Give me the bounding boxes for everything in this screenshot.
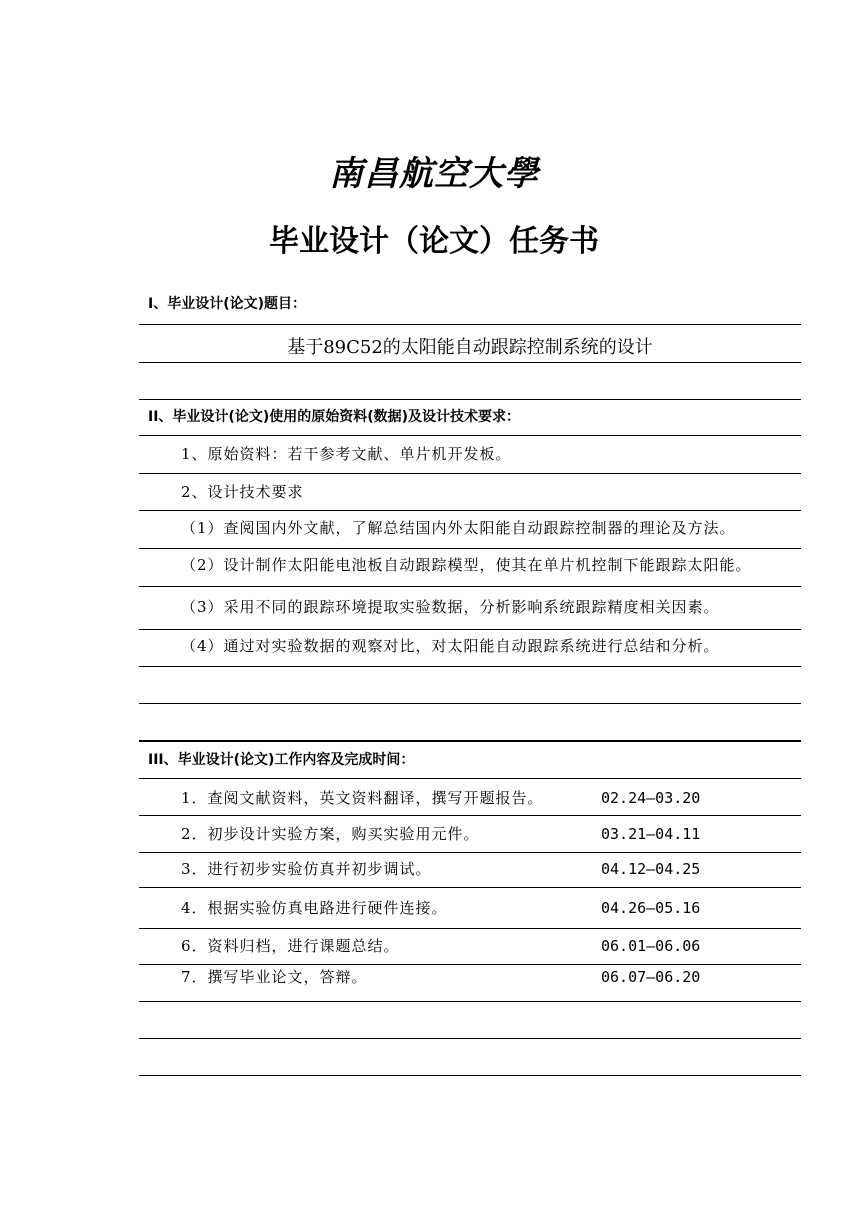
- divider: [139, 928, 801, 929]
- task-date: 06.07—06.20: [601, 968, 701, 986]
- task-item: 7．撰写毕业论文，答辩。: [181, 968, 368, 986]
- requirement-item: （1）查阅国内外文献，了解总结国内外太阳能自动跟踪控制器的理论及方法。: [181, 519, 736, 537]
- divider: [139, 586, 801, 587]
- divider: [139, 964, 801, 965]
- divider: [139, 1001, 801, 1002]
- divider: [139, 435, 801, 436]
- divider: [139, 778, 801, 779]
- divider: [139, 473, 801, 474]
- requirement-item: （3）采用不同的跟踪环境提取实验数据，分析影响系统跟踪精度相关因素。: [181, 598, 720, 616]
- divider: [139, 629, 801, 630]
- section-2-heading: II、毕业设计(论文)使用的原始资料(数据)及设计技术要求：: [148, 409, 521, 425]
- divider: [139, 362, 801, 363]
- task-item: 3．进行初步实验仿真并初步调试。: [181, 860, 432, 878]
- task-item: 4．根据实验仿真电路进行硬件连接。: [181, 899, 448, 917]
- divider: [139, 703, 801, 704]
- task-date: 02.24—03.20: [601, 789, 701, 807]
- university-logo: 南昌航空大學: [329, 154, 539, 194]
- requirement-item: 2、设计技术要求: [181, 483, 304, 501]
- divider: [139, 1038, 801, 1039]
- task-date: 04.12—04.25: [601, 860, 701, 878]
- divider: [139, 324, 801, 325]
- section-3-heading: III、毕业设计(论文)工作内容及完成时间：: [148, 752, 415, 768]
- task-item: 1．查阅文献资料，英文资料翻译，撰写开题报告。: [181, 789, 544, 807]
- divider: [139, 815, 801, 816]
- divider: [139, 548, 801, 549]
- task-date: 04.26—05.16: [601, 899, 701, 917]
- divider: [139, 399, 801, 400]
- divider: [139, 666, 801, 667]
- task-date: 06.01—06.06: [601, 937, 701, 955]
- task-item: 2．初步设计实验方案，购买实验用元件。: [181, 825, 480, 843]
- divider: [139, 510, 801, 511]
- divider: [139, 852, 801, 853]
- task-date: 03.21—04.11: [601, 825, 701, 843]
- section-1-heading: I、毕业设计(论文)题目：: [148, 296, 307, 312]
- divider: [139, 1075, 801, 1076]
- divider: [139, 740, 801, 742]
- requirement-item: （4）通过对实验数据的观察对比，对太阳能自动跟踪系统进行总结和分析。: [181, 637, 720, 655]
- document-title: 毕业设计（论文）任务书: [269, 224, 599, 259]
- requirement-item: 1、原始资料：若干参考文献、单片机开发板。: [181, 445, 512, 463]
- thesis-topic: 基于89C52的太阳能自动跟踪控制系统的设计: [287, 337, 653, 358]
- task-item: 6．资料归档，进行课题总结。: [181, 937, 400, 955]
- requirement-item: （2）设计制作太阳能电池板自动跟踪模型，使其在单片机控制下能跟踪太阳能。: [181, 556, 752, 574]
- divider: [139, 887, 801, 888]
